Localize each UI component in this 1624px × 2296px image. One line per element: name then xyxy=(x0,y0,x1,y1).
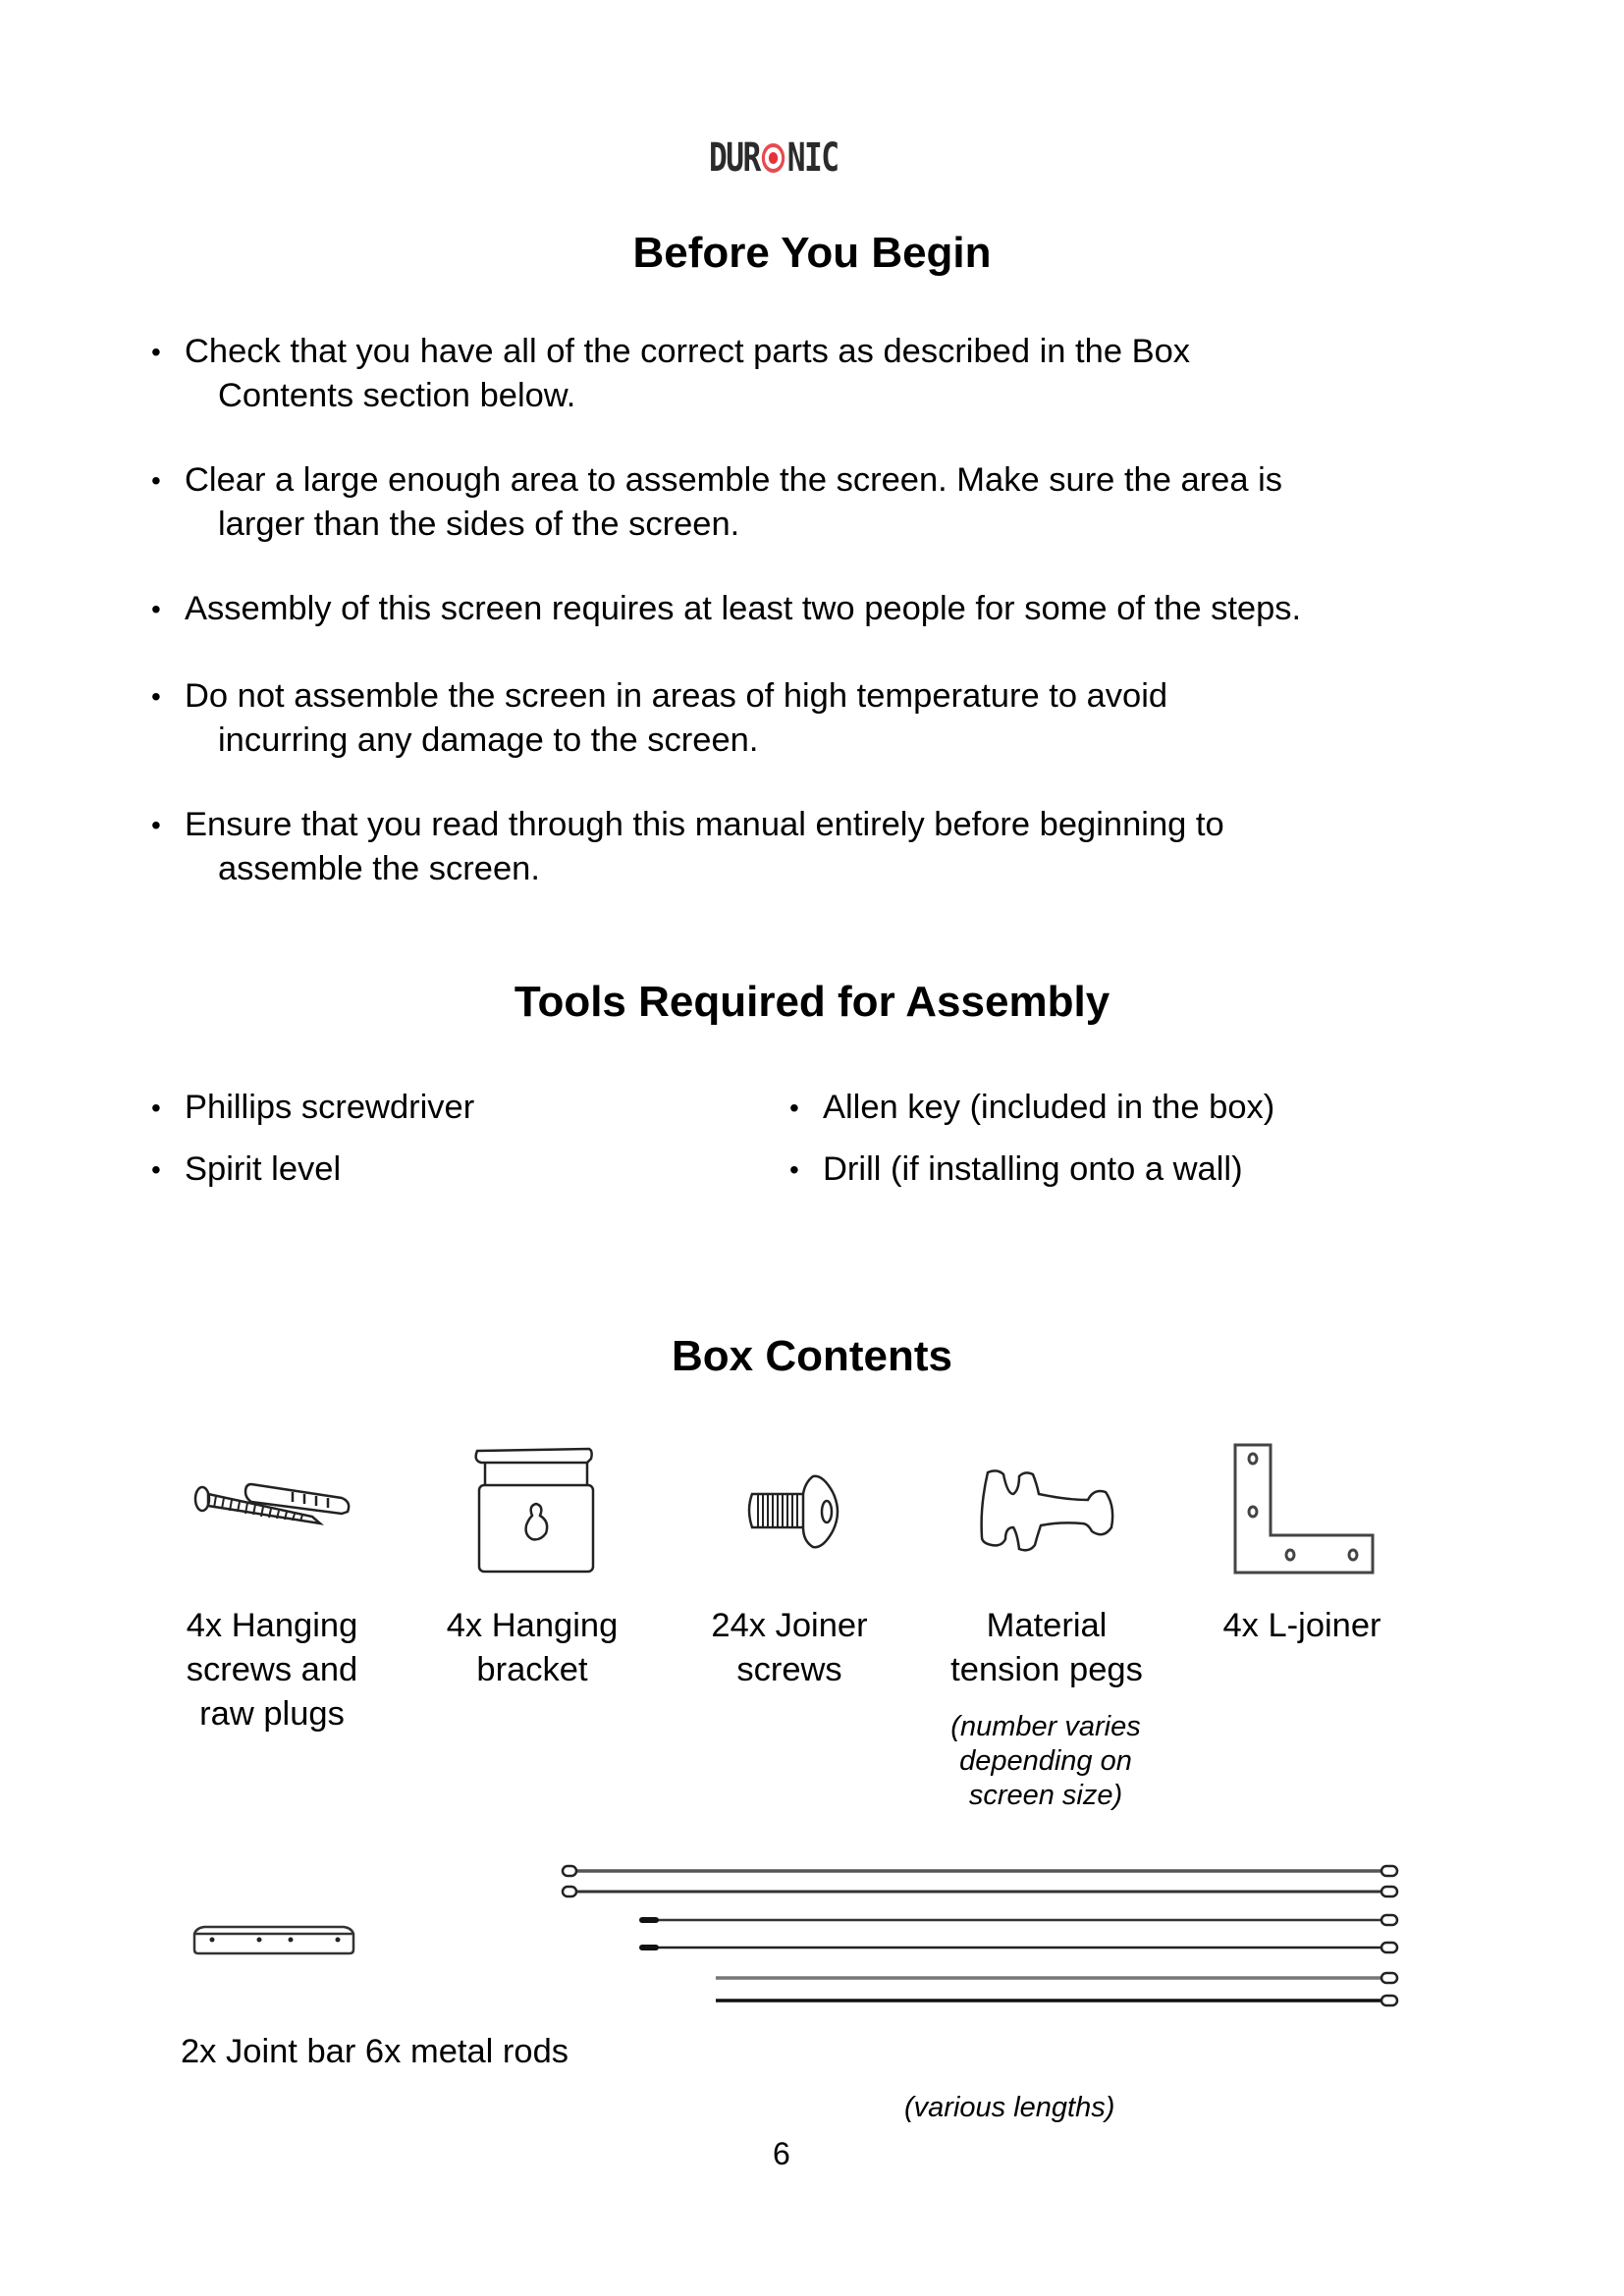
tool-item: • Phillips screwdriver xyxy=(147,1086,474,1130)
joint-bar-rods-label: 2x Joint bar 6x metal rods xyxy=(181,2033,569,2070)
metal-rod xyxy=(639,1943,1397,1952)
label-line: 24x Joiner xyxy=(711,1607,868,1644)
bullet-text: Ensure that you read through this manual entirely before beginning to xyxy=(185,806,1224,843)
metal-rod xyxy=(716,1973,1397,1983)
bullet-text: Check that you have all of the correct parts as described in the Box xyxy=(185,333,1191,370)
label-line: 4x Hanging xyxy=(446,1607,619,1644)
metal-rod xyxy=(563,1887,1397,1896)
tools-heading: Tools Required for Assembly xyxy=(514,978,1110,1026)
bullet-text-cont: larger than the sides of the screen. xyxy=(218,506,740,543)
label-line: screws xyxy=(736,1651,842,1688)
before-you-begin-heading: Before You Begin xyxy=(632,229,992,277)
label-line: raw plugs xyxy=(199,1695,345,1733)
metal-rod xyxy=(563,1866,1397,1876)
logo-text-right: NIC xyxy=(786,135,839,181)
box-contents-heading: Box Contents xyxy=(672,1332,952,1380)
bullet-text: Do not assemble the screen in areas of high temperature to avoid xyxy=(185,677,1168,715)
label-line: screws and xyxy=(186,1651,358,1688)
label-line: bracket xyxy=(476,1651,588,1688)
bullet-text-cont: Contents section below. xyxy=(218,377,576,414)
label-line: 4x L-joiner xyxy=(1222,1607,1381,1644)
bullet-text-cont: incurring any damage to the screen. xyxy=(218,721,759,759)
label-line: 4x Hanging xyxy=(186,1607,358,1644)
label-line: Material xyxy=(986,1607,1108,1644)
bullet-text: Clear a large enough area to assemble the screen. Make sure the area is xyxy=(185,461,1283,499)
note-line: (number varies xyxy=(950,1711,1141,1742)
tool-item: • Allen key (included in the box) xyxy=(785,1086,1274,1130)
logo-text-left: DUR xyxy=(709,135,760,181)
metal-rod xyxy=(716,1996,1397,2005)
tool-item: • Spirit level xyxy=(147,1148,341,1192)
label-line: tension pegs xyxy=(950,1651,1143,1688)
note-line: screen size) xyxy=(968,1780,1123,1811)
bullet-text-cont: assemble the screen. xyxy=(218,850,540,887)
bullet-text: Assembly of this screen requires at least two people for some of the steps. xyxy=(185,590,1302,627)
note-line: depending on xyxy=(959,1745,1132,1777)
rods-note: (various lengths) xyxy=(904,2092,1115,2123)
page-number: 6 xyxy=(773,2136,790,2171)
tool-item: • Drill (if installing onto a wall) xyxy=(785,1148,1243,1192)
metal-rod xyxy=(639,1915,1397,1925)
